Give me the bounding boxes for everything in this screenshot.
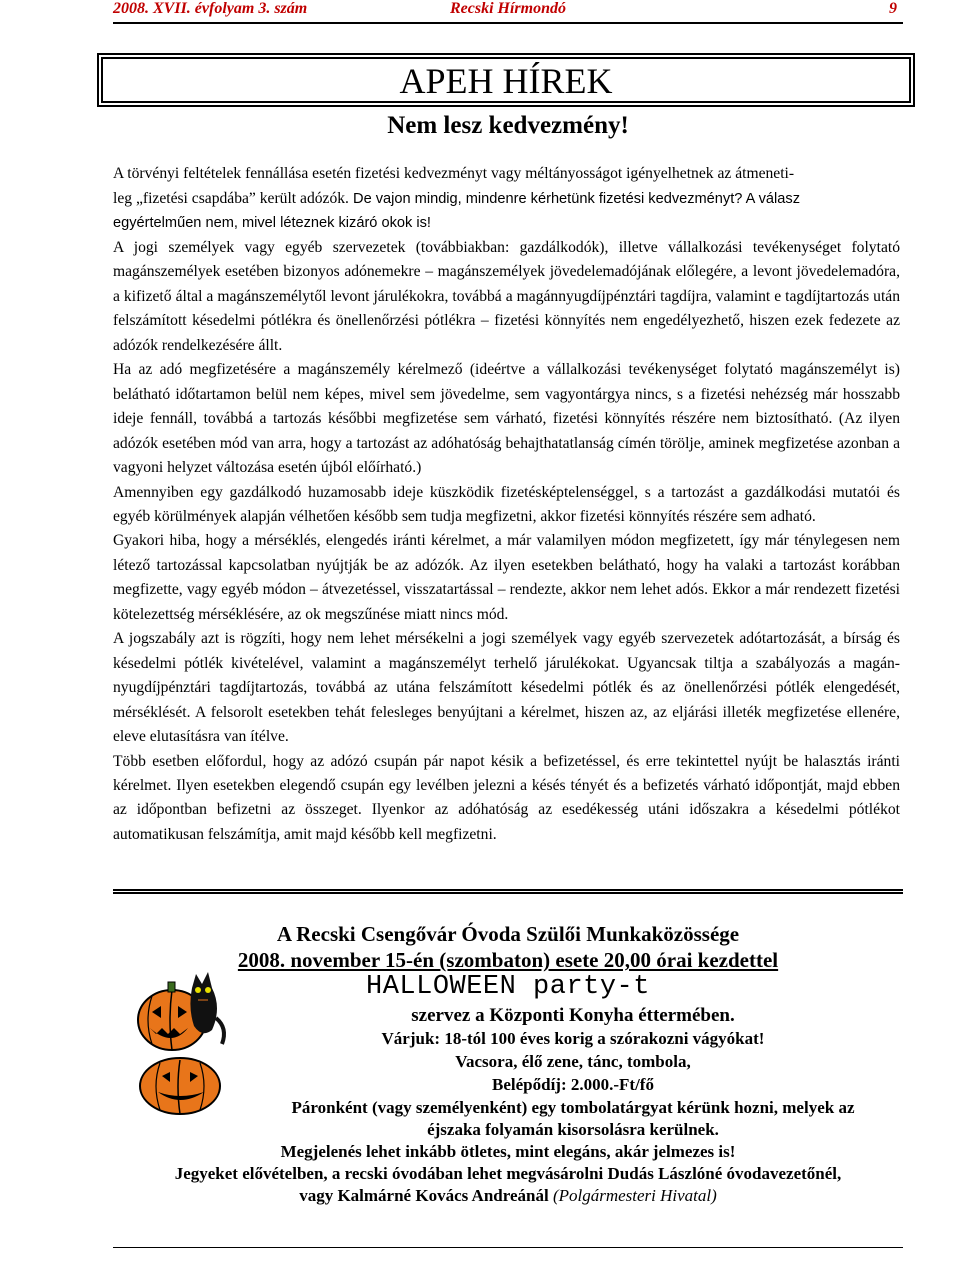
- event-organizer: A Recski Csengővár Óvoda Szülői Munkaközössége: [276, 922, 740, 946]
- issue-info: 2008. XVII. évfolyam 3. szám: [113, 0, 308, 17]
- page-header: [113, 0, 903, 24]
- event-raffle-line: éjszaka folyamán kisorsolásra kerülnek.: [427, 1120, 719, 1139]
- article-body: [113, 236, 900, 847]
- paragraph: Amennyiben egy gazdálkodó huzamosabb ideje küszködik fizetésképtelenséggel, s a tartozást a gazdálkodási mutatói és egyéb körülmények alapján vélhetően később sem tudja megfizetni, akkor fizetési könnyítés részére sem adható.: [113, 483, 900, 525]
- event-name: HALLOWEEN party-t: [366, 972, 650, 1002]
- intro-line: egyértelműen nem, mivel léteznek kizáró okok is!: [113, 215, 431, 232]
- page-number: 9: [889, 0, 897, 17]
- event-dress-code: Megjelenés lehet inkább ötletes, mint elegáns, akár jelmezes is!: [280, 1142, 736, 1161]
- intro-text: leg „fizetési csapdába” került adózók.: [113, 189, 349, 207]
- event-place: szervez a Központi Konyha éttermében.: [411, 1005, 735, 1026]
- event-tickets-line: [113, 1186, 903, 1206]
- event-date: 2008. november 15-én (szombaton) esete 20,00 órai kezdettel: [237, 948, 779, 972]
- article-title: Nem lesz kedvezmény!: [387, 112, 629, 139]
- intro-line: [113, 187, 900, 212]
- intro-text-sans: De vajon mindig, mindenre kérhetünk fizetési kedvezményt? A válasz: [348, 190, 800, 207]
- paragraph: Több esetben előfordul, hogy az adózó csupán pár napot késik a befizetéssel, és erre tekintettel nyújt be halasztás iránti kérelmet. Ilyen esetekben elegendő csupán egy levélben jelezni a késés tényét és a befizetés várható időpontját, majd ebben az időpontban befizetni az összeget. Ilyenkor az adóhatóság az esedékesség utáni időszakra a késedelmi pótlékot automatikusan felszámítja, amit majd később kell megfizetni.: [113, 752, 900, 843]
- ticket-contact: vagy Kalmárné Kovács Andreánál: [299, 1186, 549, 1205]
- paragraph: Gyakori hiba, hogy a mérséklés, elengedés iránti kérelmet, a már valamilyen módon megfizetett, így már ténylegesen nem létező tartozással kapcsolatban nyújtják be az adózók. Az ilyen esetekben belátható, hogy ha valaki a tartozást korábban megfizette, vagy egyéb módon – átvezetéssel, visszatartással – rendezte, akkor nem lehet adós. Ekkor a már rendezett fizetési kötelezettség mérséklésére, az ok megszűnése miatt nincs mód.: [113, 532, 900, 623]
- title-box: [97, 53, 915, 107]
- event-price: Belépődíj: 2.000.-Ft/fő: [492, 1075, 654, 1094]
- intro-line: A törvényi feltételek fennállása esetén fizetési kedvezményt vagy méltányosságot igényelhetnek az átmeneti-: [113, 165, 795, 182]
- ticket-contact-note: (Polgármesteri Hivatal): [552, 1186, 717, 1205]
- publication-name: Recski Hírmondó: [449, 0, 566, 17]
- paragraph: Ha az adó megfizetésére a magánszemély kérelmező (ideértve a vállalkozási tevékenységet folytató magánszemélyt is) belátható időtartamon belül nem képes, mivel sem jövedelme, sem vagyontárgya nincs, s a fizetési nehézség már hosszabb ideje fennáll, továbbá a tartozás későbbi megfizetése sem várható, fizetési könnyítés részére nem biztosítható. (Az ilyen adózók esetében mód van arra, hogy a tartozást az adóhatóság behajthatatlanság címén törölje, aminek megfizetése azonban a vagyoni helyzet változása esetén újból előírható.): [113, 361, 900, 477]
- event-raffle-line: Páronként (vagy személyenként) egy tombolatárgyat kérünk hozni, melyek az: [291, 1098, 855, 1117]
- section-divider: [113, 889, 903, 894]
- article-intro: [113, 162, 900, 236]
- event-tickets-line: Jegyeket elővételben, a recski óvodában lehet megvásárolni Dudás Lászlóné óvodavezetőnél,: [174, 1164, 842, 1183]
- event-welcome: Várjuk: 18-tól 100 éves korig a szórakozni vágyókat!: [381, 1029, 765, 1048]
- paragraph: A jogszabály azt is rögzíti, hogy nem lehet mérsékelni a jogi személyek vagy egyéb szervezetek adótartozását, a bírság és késedelmi pótlék kivételével, valamint a magánszemélyt terhelő járulékokat. Ugyancsak tiltja a szabályozás a magán-nyugdíjpénztári tagdíjtartozás, továbbá az utána felszámított késedelmi pótlék és az önellenőrzési pótlék elengedését, mérséklését. A felsorolt esetekben tehát felesleges benyújtani a kérelmet, hiszen az, az eljárási illeték megfizetése ellenére, eleve elutasításra van ítélve.: [113, 630, 900, 746]
- paragraph: A jogi személyek vagy egyéb szervezetek (továbbiakban: gazdálkodók), illetve vállalkozási tevékenységet folytató magánszemélyek esetében bizonyos adónemekre – magánszemélyek jövedelemadójának előlegére, a levont jövedelemadóra, a kifizető által a magánszemélytől levont járulékokra, továbbá a magánnyugdíjpénztári tagdíjra, valamint e tagdíjtartozás után felszámított késedelmi pótlékra és önellenőrzési pótlékra – fizetési könnyítés nem engedélyezhető, hiszen ezek fedezete az adózók rendelkezésére állt.: [113, 239, 900, 354]
- section-title: APEH HÍREK: [399, 61, 613, 101]
- event-program: Vacsora, élő zene, tánc, tombola,: [455, 1052, 691, 1071]
- page-bottom-rule: [113, 1247, 903, 1248]
